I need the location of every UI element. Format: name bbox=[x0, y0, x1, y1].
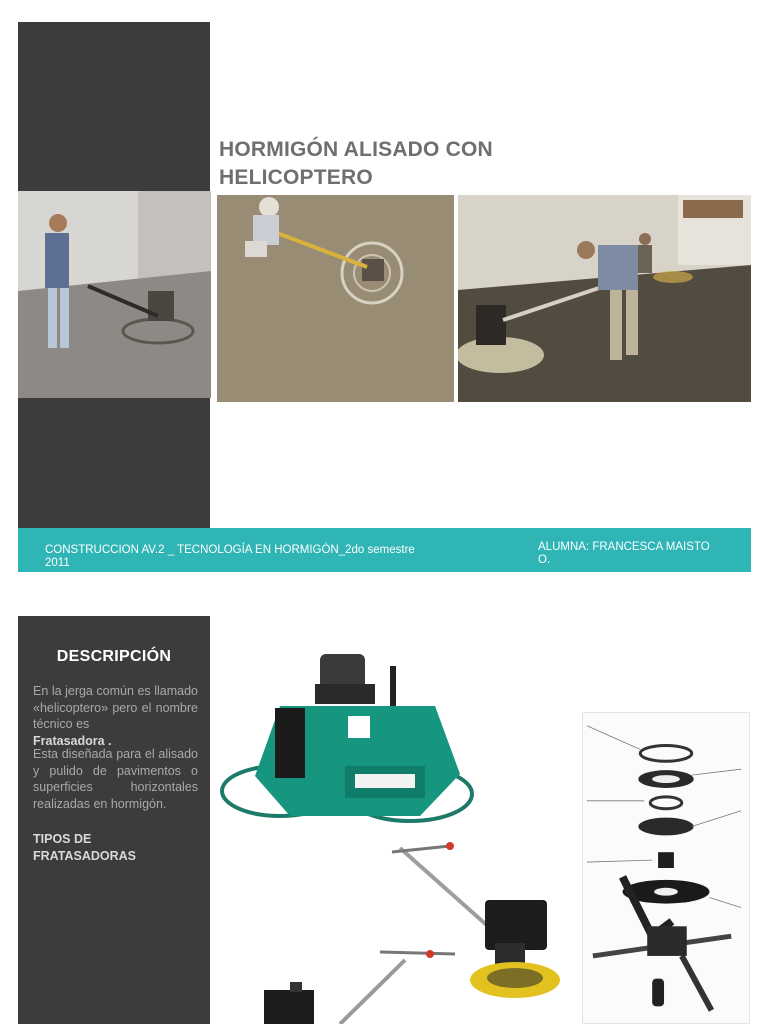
student-label bbox=[538, 541, 728, 567]
student-line-2: O. bbox=[538, 554, 551, 566]
trowel-parts-diagram-image bbox=[582, 712, 750, 1024]
course-line-1: CONSTRUCCION AV.2 _ TECNOLOGÍA EN HORMIGÓN_2do semestre bbox=[45, 544, 415, 556]
photo-workers-warehouse bbox=[458, 195, 751, 402]
course-label bbox=[45, 544, 445, 570]
photo-worker-trowel-left bbox=[18, 191, 211, 398]
title-line-2: HELICOPTERO bbox=[219, 166, 373, 189]
description-paragraph-2: Esta diseñada para el alisado y pulido de pavimentos o superficies horizontales realizadas en hormigón. bbox=[33, 747, 198, 811]
description-heading: DESCRIPCIÓN bbox=[56, 648, 172, 665]
small-trowel-image bbox=[250, 940, 460, 1024]
technical-term: Fratasadora . bbox=[33, 733, 112, 748]
ride-on-trowel-machine-image bbox=[220, 646, 480, 836]
description-body bbox=[33, 683, 198, 812]
student-line-1: ALUMNA: FRANCESCA MAISTO bbox=[538, 541, 710, 553]
photo-worker-kneeling bbox=[217, 195, 454, 402]
slide1-footer-band bbox=[18, 528, 751, 572]
course-line-2: 2011 bbox=[45, 557, 70, 569]
slide1-title bbox=[219, 136, 639, 192]
title-line-1: HORMIGÓN ALISADO CON bbox=[219, 138, 493, 161]
types-heading: TIPOS DE FRATASADORAS bbox=[33, 832, 137, 863]
slide2-dark-panel bbox=[18, 616, 210, 1024]
description-paragraph-1: En la jerga común es llamado «helicoptero» pero el nombre técnico es bbox=[33, 684, 198, 731]
